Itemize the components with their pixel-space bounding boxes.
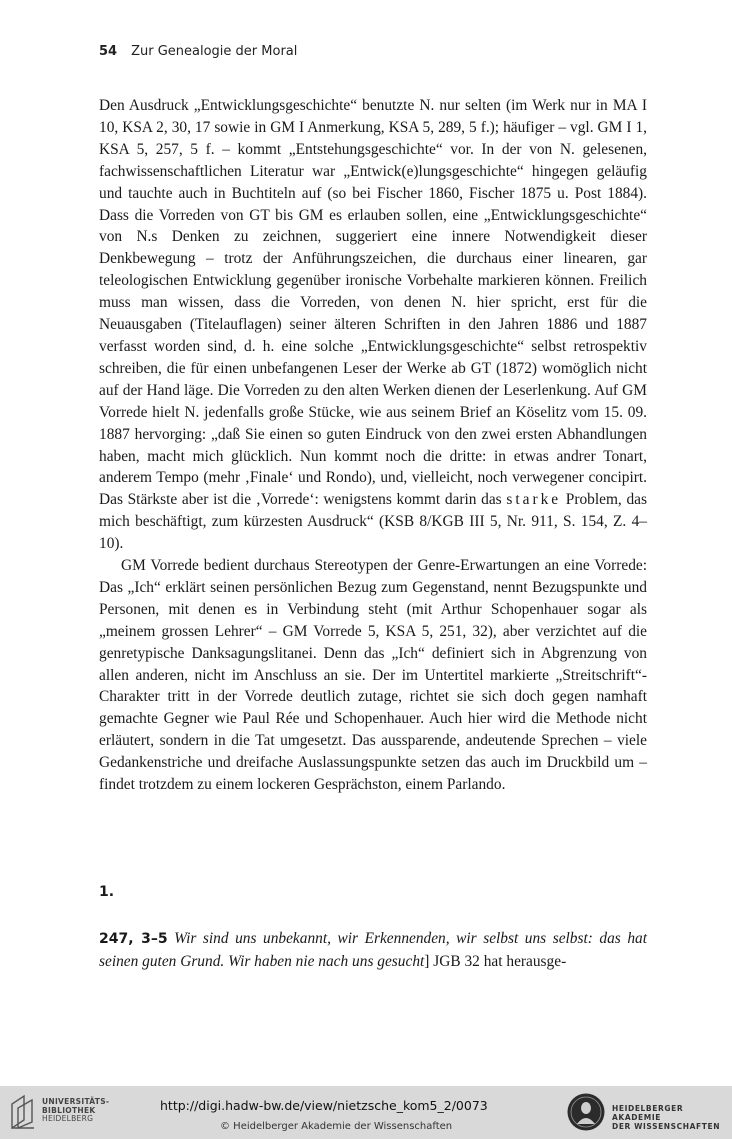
main-text bbox=[99, 95, 647, 796]
page-number: 54 bbox=[99, 44, 118, 59]
lemma-reference: 247, 3–5 bbox=[99, 931, 168, 947]
emphasis-spaced: starke bbox=[506, 491, 562, 509]
paragraph-1 bbox=[99, 95, 647, 555]
running-head bbox=[99, 44, 659, 64]
running-title: Zur Genealogie der Moral bbox=[131, 44, 298, 59]
permalink-url[interactable]: http://digi.hadw-bw.de/view/nietzsche_kom5_2/0073 bbox=[160, 1098, 488, 1113]
copyright-notice: © Heidelberger Akademie der Wissenschaften bbox=[220, 1121, 453, 1132]
academy-seal-icon bbox=[566, 1092, 606, 1132]
lemma-entry bbox=[99, 928, 647, 973]
library-name: UNIVERSITÄTS- BIBLIOTHEK HEIDELBERG bbox=[42, 1097, 110, 1123]
lemma-commentary: ] JGB 32 hat herausge- bbox=[424, 952, 567, 970]
section-number: 1. bbox=[99, 884, 115, 900]
footer-band bbox=[0, 1086, 732, 1139]
library-logo-icon bbox=[8, 1094, 38, 1130]
paragraph-2: GM Vorrede bedient durchaus Stereotypen der Genre-Erwartungen an eine Vorrede: Das „Ich“ erklärt seinen persönlichen Bezug zum Gegenstand, nennt Bezugspunkte und Personen, mit denen es in Verbindung steht (mit Arthur Schopenhauer sogar als „meinem grossen Lehrer“ – GM Vorrede 5, KSA 5, 251, 32), aber verzichtet auf die genretypische Danksagungslitanei. Denn das „Ich“ definiert sich in Abgrenzung von allen anderen, nicht im Anschluss an sie. Der im Untertitel markierte „Streitschrift“-Charakter tritt in der Vorrede deutlich zutage, richtet sie sich doch gegen namhaft gemachte Gegner wie Paul Rée und Schopenhauer. Auch hier wird die Methode nicht erläutert, sondern in die Tat umgesetzt. Das aussparende, andeutende Sprechen – viele Gedankenstriche und dreifache Auslassungspunkte setzen das auch im Druckbild um – findet trotzdem zu einem lockeren Gesprächston, einem Parlando. bbox=[99, 557, 647, 794]
paragraph-1-part-a: Den Ausdruck „Entwicklungsgeschichte“ benutzte N. nur selten (im Werk nur in MA I 10, KSA 2, 30, 17 sowie in GM I Anmerkung, KSA 5, 289, 5 f.); häufiger – vgl. GM I 1, KSA 5, 257, 5 f. – kommt „Entstehungsgeschichte“ vor. In der von N. gelesenen, fachwissenschaftlichen Literatur war „Entwick(e)lungsgeschichte“ hingegen geläufig und tauchte auch in Buchtiteln auf (so bei Fischer 1860, Fischer 1875 u. Post 1884). Dass die Vorreden von GT bis GM es erlauben sollen, eine „Entwicklungsgeschichte“ von N.s Denken zu zeichnen, suggeriert eine innere Notwendigkeit dieser Denkbewegung – trotz der Anführungszeichen, die durchaus einer linearen, gar teleologischen Entwicklung gegenüber ironische Vorbehalte markieren können. Freilich muss man wissen, dass die Vorreden, von denen N. hier spricht, erst für die Neuausgaben (Titelauflagen) seiner älteren Schriften in den Jahren 1886 und 1887 verfasst worden sind, d. h. eine solche „Entwicklungsgeschichte“ selbst retrospektiv schreiben, die für einen unbefangenen Leser der Werke ab GT (1872) womöglich nicht auf der Hand läge. Die Vorreden zu den alten Werken dienen der Leserlenkung. Auf GM Vorrede hielt N. jedenfalls große Stücke, wie aus seinem Brief an Köselitz vom 15. 09. 1887 hervorging: „daß Sie einen so guten Eindruck von den zwei ersten Abhandlungen haben, macht mich glücklich. Nun kommt noch die dritte: in etwas andrer Tonart, anderem Tempo (mehr ‚Finale‘ und Rondo), und, vielleicht, noch verwegener concipirt. Das Stärkste aber ist die ‚Vorrede‘: wenigstens kommt darin das bbox=[99, 97, 647, 509]
academy-name: HEIDELBERGER AKADEMIE DER WISSENSCHAFTEN bbox=[612, 1104, 721, 1131]
paragraph-1-part-b: Problem, das mich beschäftigt, zum kürzesten Ausdruck“ (KSB 8/KGB III 5, Nr. 911, S. 154, Z. 4–10). bbox=[99, 491, 647, 553]
lemma-quote: Wir sind uns unbekannt, wir Erkennenden, wir selbst uns selbst: das hat seinen guten Grund. Wir haben nie nach uns gesucht bbox=[99, 930, 647, 970]
